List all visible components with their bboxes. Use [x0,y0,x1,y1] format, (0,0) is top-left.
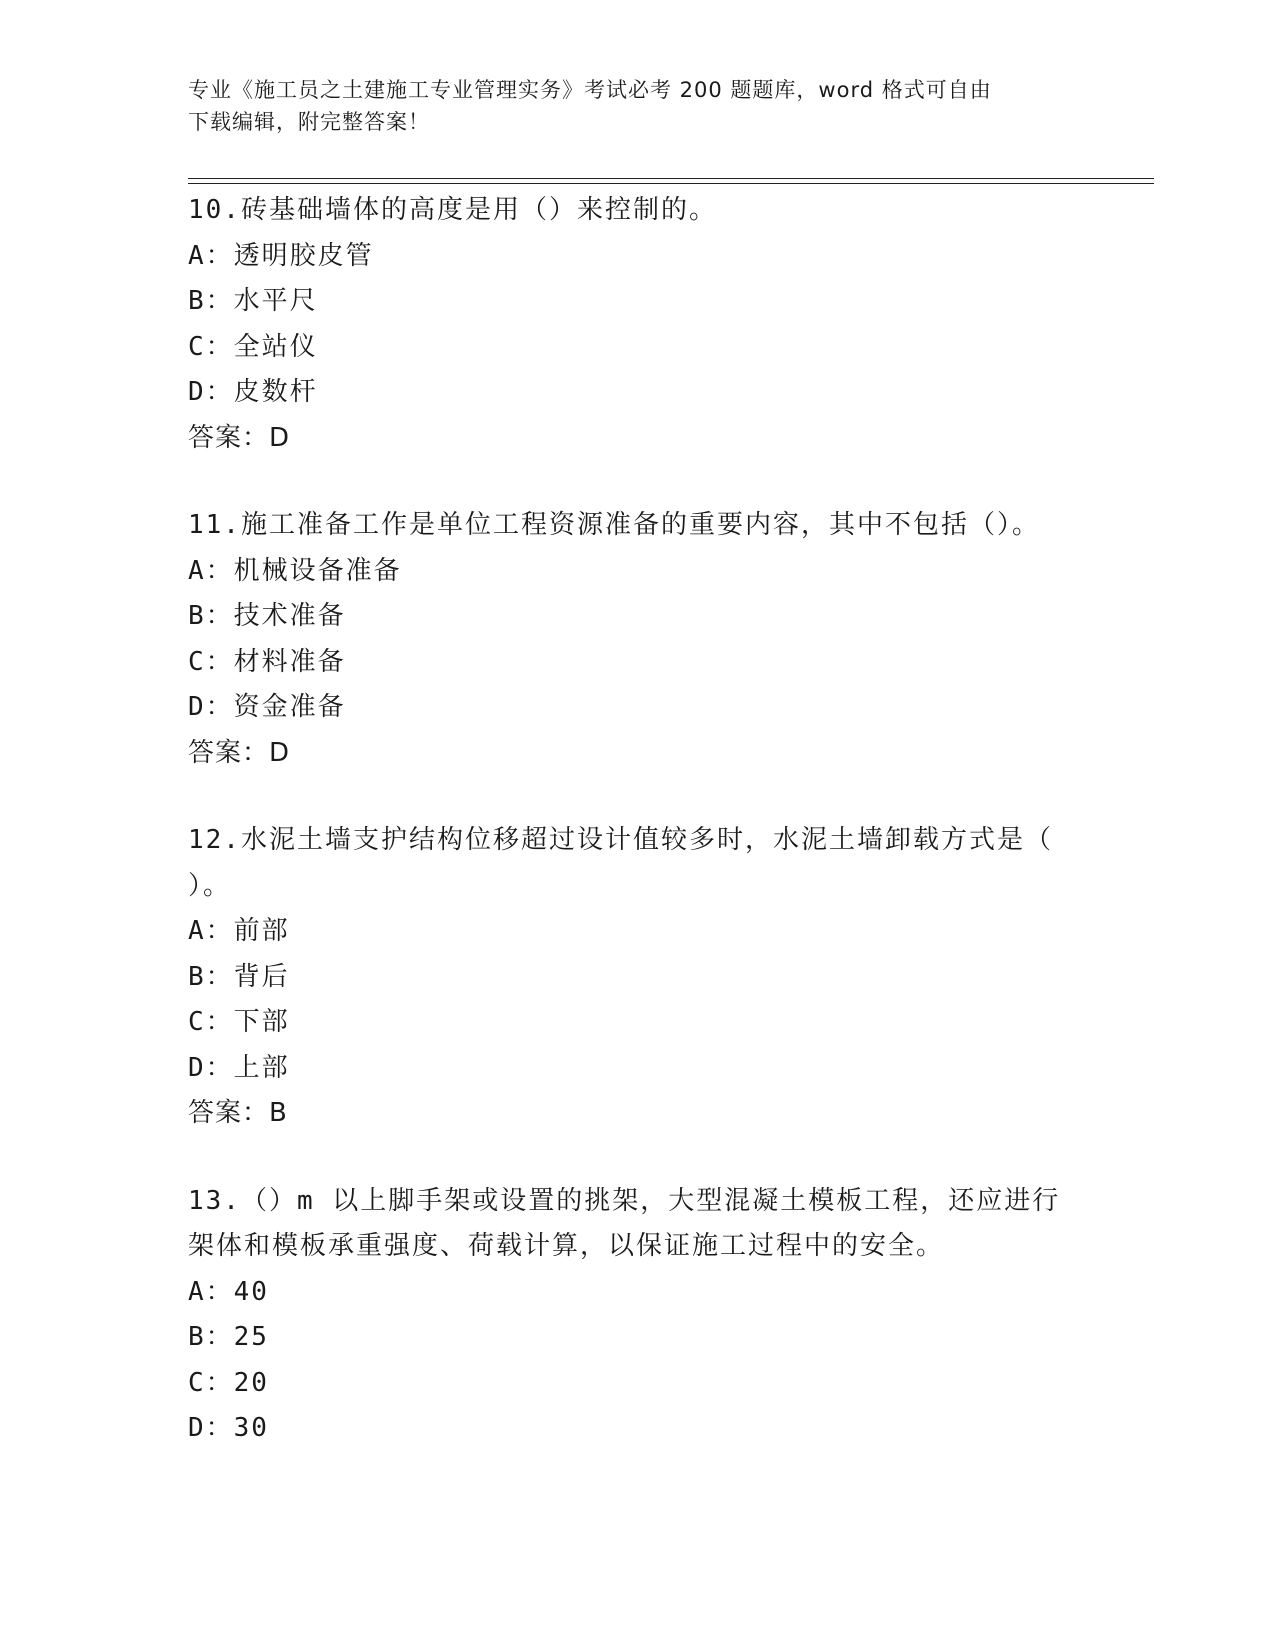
header-divider-bottom [188,183,1154,184]
question-text-line-2: ）。 [188,870,232,901]
question-10 [188,188,1088,461]
question-text-line-1: 12.水泥土墙支护结构位移超过设计值较多时，水泥土墙卸载方式是（ [188,825,1053,855]
option-d: D：30 [188,1413,269,1443]
header-divider-top [188,178,1154,179]
question-text-line-2: 架体和模板承重强度、荷载计算，以保证施工过程中的安全。 [188,1231,945,1261]
option-d: D：上部 [188,1052,290,1083]
option-c: C：全站仪 [188,331,318,362]
header-line-1: 专业《施工员之土建施工专业管理实务》考试必考 200 题题库，word 格式可自由 [188,78,992,102]
answer: 答案：B [188,1098,288,1128]
option-c: C：20 [188,1367,269,1398]
document-header [188,74,1088,138]
question-13 [188,1179,1088,1452]
option-c: C：材料准备 [188,646,346,677]
question-text-line-1: 13.（）m 以上脚手架或设置的挑架，大型混凝土模板工程，还应进行 [188,1185,1061,1216]
option-b: B：水平尺 [188,286,318,316]
option-c: C：下部 [188,1007,290,1037]
question-list [188,188,1088,1494]
option-b: B：技术准备 [188,601,346,631]
header-line-2: 下载编辑，附完整答案！ [188,110,430,134]
option-b: B：25 [188,1322,269,1352]
question-11 [188,503,1088,776]
question-text: 11.施工准备工作是单位工程资源准备的重要内容，其中不包括（）。 [188,510,1040,540]
option-d: D：资金准备 [188,692,346,722]
answer: 答案：D [188,737,291,768]
option-b: B：背后 [188,961,290,992]
option-a: A：前部 [188,916,290,946]
answer: 答案：D [188,422,291,453]
option-a: A：透明胶皮管 [188,240,374,271]
option-a: A：机械设备准备 [188,555,402,586]
option-a: A：40 [188,1276,269,1307]
option-d: D：皮数杆 [188,377,318,407]
question-12 [188,818,1088,1137]
question-text: 10.砖基础墙体的高度是用（）来控制的。 [188,195,717,225]
